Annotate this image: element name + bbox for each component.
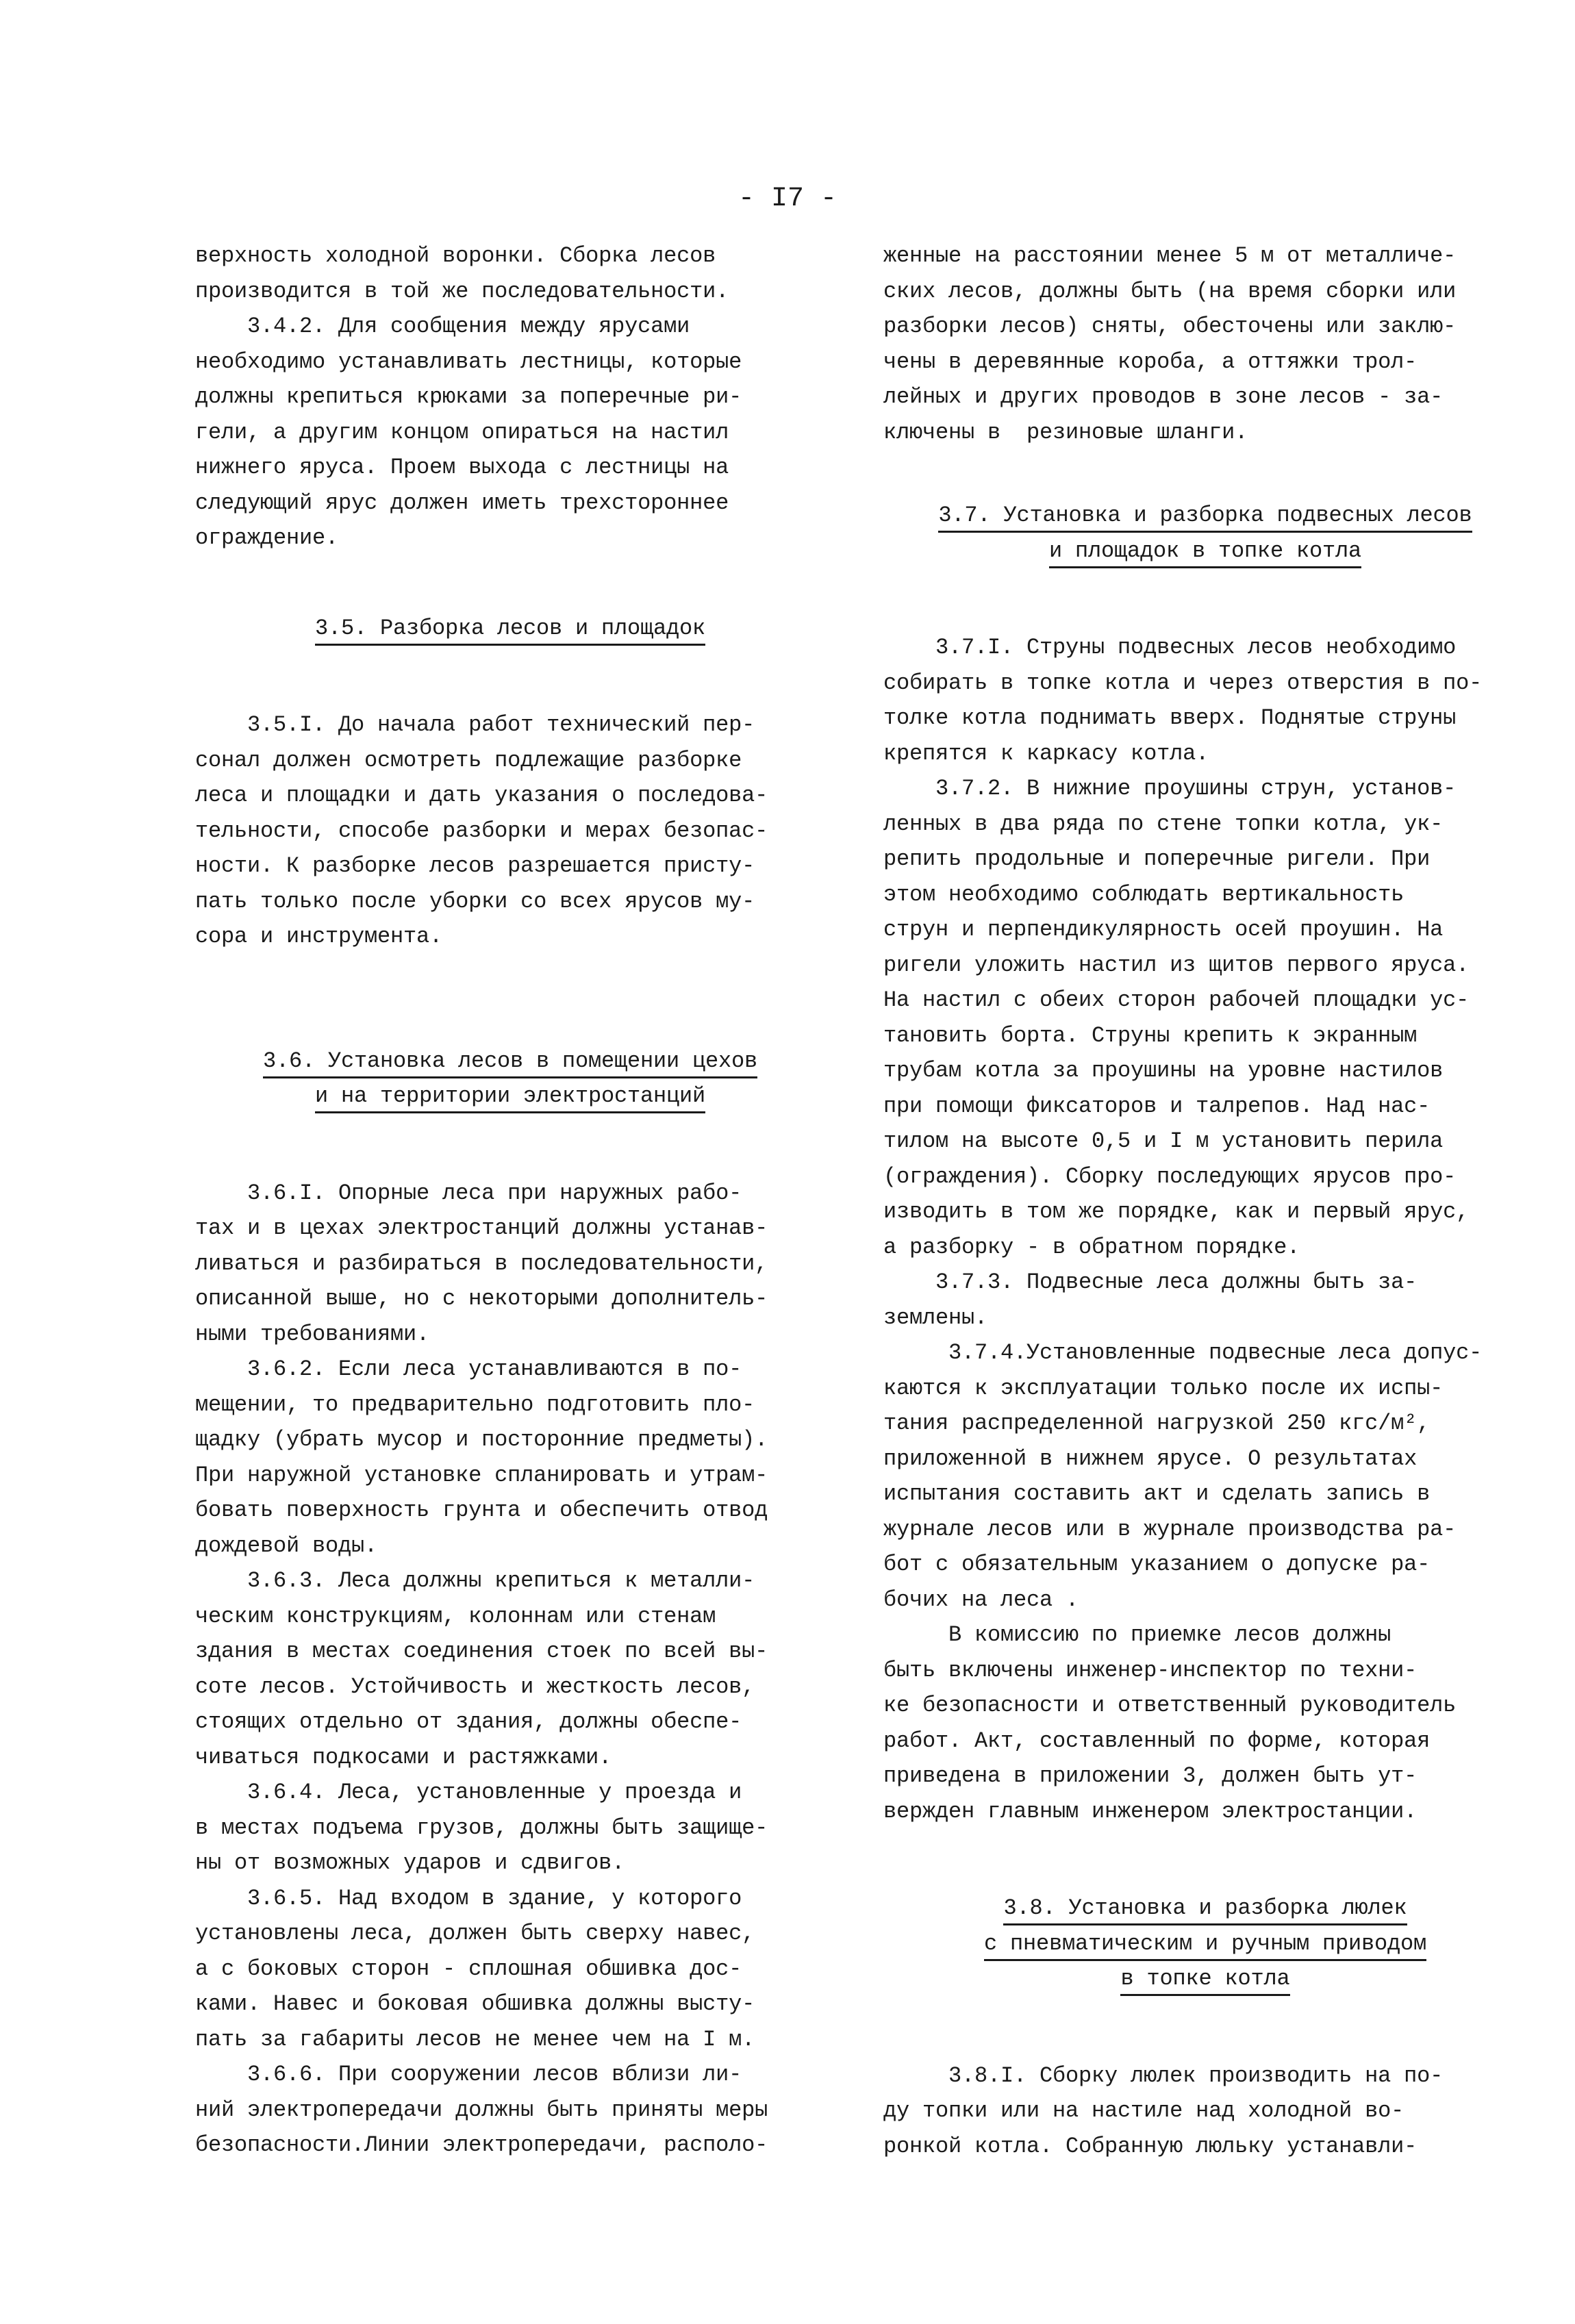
paragraph [195, 707, 825, 955]
text-line: испытания составить акт и сделать запись в [883, 1481, 1431, 1506]
text-line: а с боковых сторон - сплошная обшивка дос- [195, 1956, 742, 1982]
heading-line: 3.8. Установка и разборка люлек [883, 1891, 1527, 1926]
text-line: гели, а другим концом опираться на настил [195, 419, 729, 445]
text-line: тановить борта. Струны крепить к экранным [883, 1022, 1418, 1048]
text-line: каются к эксплуатации только после их испы- [883, 1375, 1444, 1401]
paragraph [195, 1176, 825, 1352]
text-line: ческим конструкциям, колоннам или стенам [195, 1603, 716, 1629]
text-line: производится в той же последовательности. [195, 278, 729, 304]
text-line: быть включены инженер-инспектор по техни- [883, 1657, 1418, 1683]
text-line: бочих на леса . [883, 1587, 1079, 1613]
section-heading [883, 498, 1527, 568]
text-line: чены в деревянные короба, а оттяжки трол- [883, 349, 1418, 375]
text-line: крепятся к каркасу котла. [883, 740, 1209, 766]
paragraph [195, 1775, 825, 1881]
text-line: ских лесов, должны быть (на время сборки или [883, 278, 1457, 304]
text-line: приведена в приложении 3, должен быть ут- [883, 1763, 1418, 1789]
text-line: бовать поверхность грунта и обеспечить отвод [195, 1498, 768, 1523]
text-line: щадку (убрать мусор и посторонние предметы). [195, 1427, 768, 1452]
paragraph [883, 238, 1527, 450]
text-line: тания распределенной нагрузкой 250 кгс/м², [883, 1411, 1431, 1436]
paragraph [883, 1335, 1527, 1617]
heading-line: 3.5. Разборка лесов и площадок [195, 611, 825, 646]
text-line: толке котла поднимать вверх. Поднятые струны [883, 705, 1457, 731]
paragraph [195, 1352, 825, 1563]
text-line: а разборку - в обратном порядке. [883, 1234, 1300, 1260]
section-heading [195, 1044, 825, 1114]
text-line: 3.6.5. Над входом в здание, у которого [195, 1885, 742, 1911]
paragraph [883, 1265, 1527, 1335]
text-line: мещении, то предварительно подготовить пло- [195, 1391, 755, 1417]
text-line: лейных и других проводов в зоне лесов - за- [883, 384, 1444, 409]
text-line: 3.8.I. Сборку люлек производить на по- [883, 2062, 1444, 2088]
text-line: следующий ярус должен иметь трехстороннее [195, 490, 729, 516]
text-line: тилом на высоте 0,5 и I м установить перила [883, 1128, 1444, 1154]
text-line: ке безопасности и ответственный руководитель [883, 1693, 1457, 1718]
text-line: 3.7.3. Подвесные леса должны быть за- [883, 1270, 1418, 1295]
text-line: ливаться и разбираться в последовательности, [195, 1250, 768, 1276]
right-column [883, 238, 1527, 2164]
text-line: при помощи фиксаторов и талрепов. Над нас- [883, 1093, 1431, 1119]
paragraph [195, 309, 825, 556]
text-line: 3.5.I. До начала работ технический пер- [195, 712, 755, 737]
text-line: ронкой котла. Собранную люльку устанавли- [883, 2133, 1418, 2159]
text-line: дождевой воды. [195, 1532, 378, 1558]
text-line: женные на расстоянии менее 5 м от металличе- [883, 243, 1457, 268]
text-line: трубам котла за проушины на уровне настилов [883, 1058, 1444, 1083]
text-line: 3.6.6. При сооружении лесов вблизи ли- [195, 2062, 742, 2087]
paragraph [195, 1881, 825, 2058]
text-line: 3.4.2. Для сообщения между ярусами [195, 314, 690, 339]
text-line: ду топки или на настиле над холодной во- [883, 2098, 1404, 2123]
heading-line: 3.7. Установка и разборка подвесных лесов [883, 498, 1527, 533]
text-line: работ. Акт, составленный по форме, которая [883, 1728, 1431, 1754]
text-line: ны от возможных ударов и сдвигов. [195, 1850, 625, 1875]
text-line: описанной выше, но с некоторыми дополнитель- [195, 1286, 768, 1311]
text-line: 3.7.4.Установленные подвесные леса допус- [883, 1340, 1483, 1365]
text-line: 3.7.2. В нижние проушины струн, установ- [883, 776, 1457, 801]
text-line: вержден главным инженером электростанции. [883, 1798, 1418, 1824]
text-line: ками. Навес и боковая обшивка должны высту- [195, 1991, 755, 2017]
heading-line: в топке котла [883, 1961, 1527, 1997]
text-line: ний электропередачи должны быть приняты меры [195, 2097, 768, 2123]
text-line: ригели уложить настил из щитов первого яруса. [883, 952, 1470, 978]
text-line: журнале лесов или в журнале производства ра- [883, 1516, 1457, 1542]
heading-line: и на территории электростанций [195, 1078, 825, 1114]
section-heading [883, 1891, 1527, 1997]
text-line: землены. [883, 1304, 988, 1330]
text-line: ограждение. [195, 525, 339, 551]
heading-line: с пневматическим и ручным приводом [883, 1926, 1527, 1962]
text-line: безопасности.Линии электропередачи, располо- [195, 2132, 768, 2158]
text-line: стоящих отдельно от здания, должны обеспе- [195, 1709, 742, 1734]
page-number: - I7 - [738, 184, 837, 214]
heading-line: 3.6. Установка лесов в помещении цехов [195, 1044, 825, 1079]
text-line: в местах подъема грузов, должны быть защище- [195, 1815, 768, 1841]
paragraph [883, 1617, 1527, 1829]
text-line: пать за габариты лесов не менее чем на I м. [195, 2026, 755, 2052]
paragraph [195, 2057, 825, 2163]
paragraph [883, 771, 1527, 1265]
text-line: тельности, способе разборки и мерах безопас- [195, 818, 768, 844]
left-column [195, 238, 825, 2163]
heading-line: и площадок в топке котла [883, 533, 1527, 569]
text-line: чиваться подкосами и растяжками. [195, 1744, 612, 1770]
text-line: здания в местах соединения стоек по всей вы- [195, 1639, 768, 1664]
text-line: должны крепиться крюками за поперечные ри- [195, 384, 742, 409]
text-line: При наружной установке спланировать и утрам- [195, 1462, 768, 1488]
text-line: приложенной в нижнем ярусе. О результатах [883, 1445, 1418, 1472]
text-line: ными требованиями. [195, 1321, 430, 1347]
paragraph [883, 630, 1527, 771]
text-line: соте лесов. Устойчивость и жесткость лесов, [195, 1673, 755, 1700]
text-line: необходимо устанавливать лестницы, которые [195, 349, 742, 375]
text-line: нижнего яруса. Проем выхода с лестницы на [195, 455, 729, 480]
paragraph [195, 1563, 825, 1775]
text-line: 3.6.3. Леса должны крепиться к металли- [195, 1568, 755, 1593]
text-line: репить продольные и поперечные ригели. При [883, 846, 1431, 872]
text-line: ключены в резиновые шланги. [883, 419, 1248, 445]
text-line: В комиссию по приемке лесов должны [883, 1622, 1391, 1647]
paragraph [883, 2058, 1527, 2164]
text-line: собирать в топке котла и через отверстия в по- [883, 670, 1483, 696]
section-heading [195, 611, 825, 646]
text-line: верхность холодной воронки. Сборка лесов [195, 243, 716, 268]
text-line: На настил с обеих сторон рабочей площадки ус- [883, 987, 1470, 1013]
text-line: струн и перпендикулярность осей проушин. На [883, 917, 1444, 942]
paragraph [195, 238, 825, 309]
text-line: изводить в том же порядке, как и первый ярус, [883, 1199, 1470, 1224]
text-line: установлены леса, должен быть сверху навес, [195, 1921, 755, 1946]
text-line: (ограждения). Сборку последующих ярусов про- [883, 1163, 1457, 1189]
text-line: ленных в два ряда по стене топки котла, ук- [883, 811, 1444, 837]
text-line: 3.6.I. Опорные леса при наружных рабо- [195, 1180, 742, 1206]
text-line: 3.7.I. Струны подвесных лесов необходимо [883, 635, 1457, 660]
text-line: сонал должен осмотреть подлежащие разборке [195, 747, 742, 773]
text-line: пать только после уборки со всех ярусов му- [195, 888, 755, 914]
text-line: разборки лесов) сняты, обесточены или заклю- [883, 314, 1457, 339]
text-line: 3.6.4. Леса, установленные у проезда и [195, 1780, 742, 1805]
text-line: 3.6.2. Если леса устанавливаются в по- [195, 1356, 742, 1382]
text-line: бот с обязательным указанием о допуске ра- [883, 1552, 1431, 1577]
text-line: ности. К разборке лесов разрешается присту- [195, 853, 755, 879]
text-line: этом необходимо соблюдать вертикальность [883, 881, 1404, 907]
text-line: леса и площадки и дать указания о последова- [195, 783, 768, 808]
text-line: тах и в цехах электростанций должны устанав- [195, 1215, 768, 1241]
text-line: сора и инструмента. [195, 924, 443, 949]
